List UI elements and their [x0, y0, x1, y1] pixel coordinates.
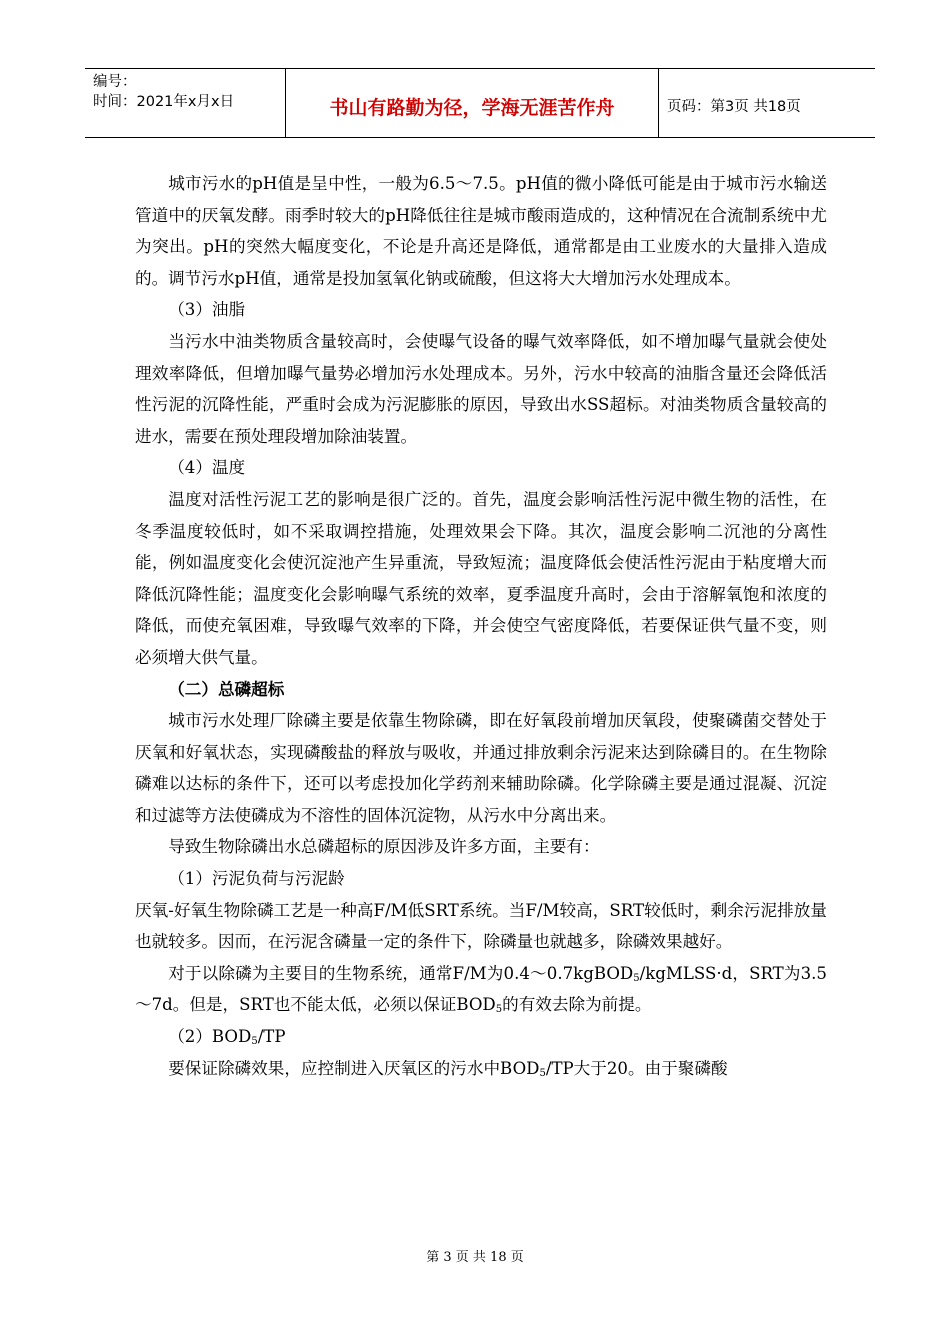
paragraph-temperature: 温度对活性污泥工艺的影响是很广泛的。首先，温度会影响活性污泥中微生物的活性，在冬季温度较低时，如不采取调控措施，处理效果会下降。其次，温度会影响二沉池的分离性能，例如温度变化会使沉淀池产生异重流，导致短流；温度降低会使活性污泥由于粘度增大而降低沉降性能；温度变化会影响曝气系统的效率，夏季温度升高时，会由于溶解氧饱和浓度的降低，而使充氧困难，导致曝气效率的下降，并会使空气密度降低，若要保证供气量不变，则必须增大供气量。 [135, 489, 827, 667]
fm-text-b: /kgMLSS·d，SRT为3.5～7d。但是，SRT也不能太低，必须以保证BOD [135, 963, 827, 1015]
bod-tp-text-b: /TP [257, 1027, 286, 1047]
bod-tp-para-a: 要保证除磷效果，应控制进入厌氧区的污水中BOD [168, 1058, 540, 1078]
page-footer: 第 3 页 共 18 页 [426, 1250, 524, 1265]
number-label: 编号： [93, 74, 137, 90]
bod-tp-text-a: （2）BOD [168, 1027, 252, 1047]
bod-tp-para-b: /TP大于20。由于聚磷酸 [545, 1058, 728, 1078]
page-info: 页码：第3页 共18页 [667, 98, 801, 115]
document-body [135, 168, 827, 1084]
time-label: 时间：2021年x月x日 [93, 94, 235, 110]
header-table [85, 68, 875, 138]
fm-text-c: 的有效去除为前提。 [502, 995, 652, 1015]
paragraph-ph: 城市污水的pH值是呈中性，一般为6.5～7.5。pH值的微小降低可能是由于城市污水输送管道中的厌氧发酵。雨季时较大的pH降低往往是城市酸雨造成的，这种情况在合流制系统中尤为突出。pH的突然大幅度变化，不论是升高还是降低，通常都是由工业废水的大量排入造成的。调节污水pH值，通常是投加氢氧化钠或硫酸，但这将大大增加污水处理成本。 [135, 174, 827, 288]
fm-text-a: 对于以除磷为主要目的生物系统，通常F/M为0.4～0.7kgBOD [168, 963, 634, 983]
paragraph-bod-tp [135, 1053, 827, 1085]
paragraph-fm-ratio [135, 958, 827, 1021]
heading-sludge-load: （1）污泥负荷与污泥龄 [168, 869, 345, 889]
subscript-5: 5 [633, 972, 640, 984]
paragraph-causes: 导致生物除磷出水总磷超标的原因涉及许多方面，主要有： [168, 837, 600, 857]
heading-bod-tp [135, 1021, 827, 1053]
heading-temperature: （4）温度 [168, 458, 246, 478]
subscript-5: 5 [539, 1067, 546, 1079]
paragraph-oil: 当污水中油类物质含量较高时，会使曝气设备的曝气效率降低，如不增加曝气量就会使处理效率降低，但增加曝气量势必增加污水处理成本。另外，污水中较高的油脂含量还会降低活性污泥的沉降性能，严重时会成为污泥膨胀的原因，导致出水SS超标。对油类物质含量较高的进水，需要在预处理段增加除油装置。 [135, 331, 827, 446]
heading-oil: （3）油脂 [168, 300, 246, 320]
paragraph-sludge-load: 厌氧-好氧生物除磷工艺是一种高F/M低SRT系统。当F/M较高，SRT较低时，剩余污泥排放量也就较多。因而，在污泥含磷量一定的条件下，除磷量也就越多，除磷效果越好。 [135, 900, 827, 952]
subscript-5: 5 [251, 1036, 258, 1048]
motto: 书山有路勤为径，学海无涯苦作舟 [286, 69, 659, 137]
subscript-5: 5 [495, 1004, 503, 1016]
header-left-cell [85, 69, 286, 137]
paragraph-phosphorus-removal: 城市污水处理厂除磷主要是依靠生物除磷，即在好氧段前增加厌氧段，使聚磷菌交替处于厌氧和好氧状态，实现磷酸盐的释放与吸收，并通过排放剩余污泥来达到除磷目的。在生物除磷难以达标的条件下，还可以考虑投加化学药剂来辅助除磷。化学除磷主要是通过混凝、沉淀和过滤等方法使磷成为不溶性的固体沉淀物，从污水中分离出来。 [135, 711, 827, 825]
section-heading-phosphorus: （二）总磷超标 [168, 678, 285, 699]
